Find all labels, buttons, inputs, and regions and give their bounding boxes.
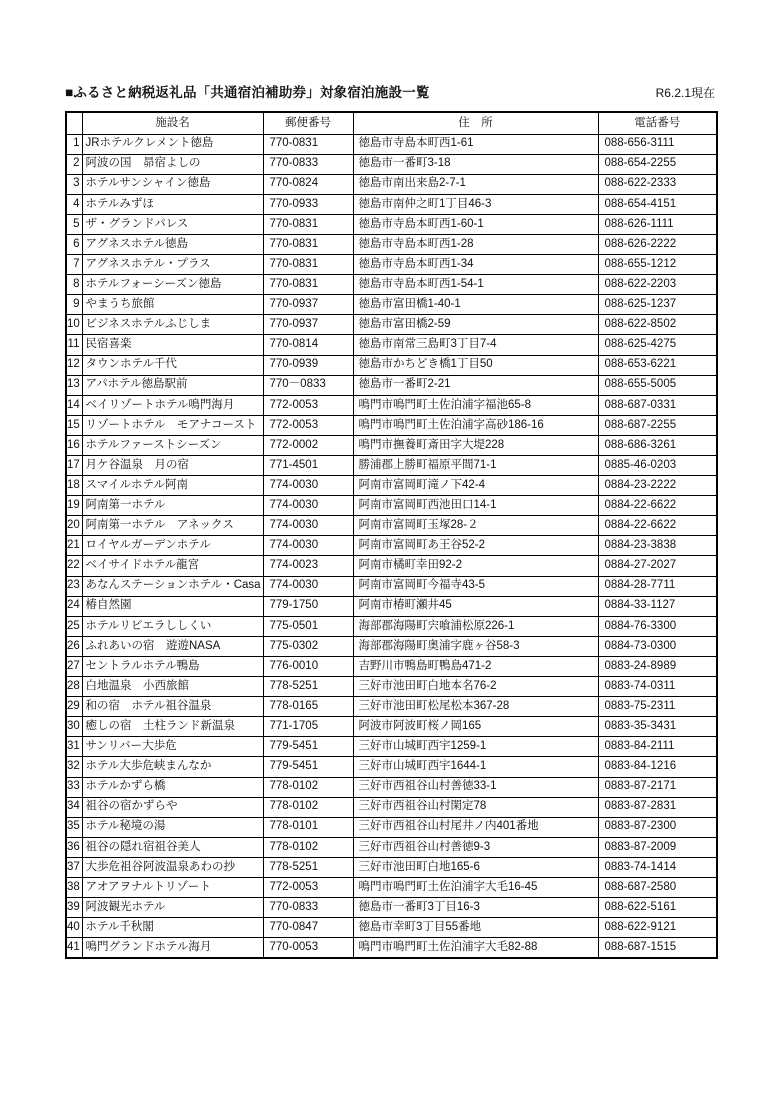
facility-table	[65, 111, 718, 959]
facility-name-header: 施設名	[82, 112, 263, 134]
address: 鳴門市鳴門町土佐泊浦字大毛16-45	[353, 877, 598, 897]
postal-code: 778-5251	[263, 677, 353, 697]
facility-name: 和の宿 ホテル祖谷温泉	[82, 697, 263, 717]
phone-number: 0883-84-1216	[598, 757, 717, 777]
row-number: 19	[66, 496, 82, 516]
facility-name: JRホテルクレメント徳島	[82, 134, 263, 154]
postal-code: 770-0833	[263, 898, 353, 918]
postal-code: 776-0010	[263, 656, 353, 676]
phone-number: 088-687-2255	[598, 415, 717, 435]
phone-number: 088-622-9121	[598, 918, 717, 938]
postal-code: 774-0030	[263, 476, 353, 496]
phone-number: 0883-75-2311	[598, 697, 717, 717]
phone-number: 088-687-1515	[598, 938, 717, 958]
table-row	[66, 435, 717, 455]
row-number: 32	[66, 757, 82, 777]
phone-number: 0883-84-2111	[598, 737, 717, 757]
facility-name: ホテルサンシャイン徳島	[82, 174, 263, 194]
phone-number: 0884-76-3300	[598, 616, 717, 636]
table-row	[66, 275, 717, 295]
postal-code: 778-0165	[263, 697, 353, 717]
facility-name: リゾートホテル モアナコースト	[82, 415, 263, 435]
facility-name: 椿自然園	[82, 596, 263, 616]
facility-table-body	[66, 134, 717, 958]
phone-number: 088-625-4275	[598, 335, 717, 355]
page-title: ■ふるさと納税返礼品「共通宿泊補助券」対象宿泊施設一覧	[65, 85, 430, 100]
facility-name: 鳴門グランドホテル海月	[82, 938, 263, 958]
postal-code: 779-5451	[263, 757, 353, 777]
postal-code: 771-4501	[263, 456, 353, 476]
phone-number: 0885-46-0203	[598, 456, 717, 476]
postal-code: 770-0831	[263, 134, 353, 154]
table-row	[66, 154, 717, 174]
postal-code: 778-0102	[263, 777, 353, 797]
phone-number: 088-622-2203	[598, 275, 717, 295]
row-number: 7	[66, 255, 82, 275]
phone-number: 088-655-5005	[598, 375, 717, 395]
postal-code: 770-0833	[263, 154, 353, 174]
address: 阿南市富岡町玉塚28-２	[353, 516, 598, 536]
row-number: 27	[66, 656, 82, 676]
address: 阿南市富岡町滝ノ下42-4	[353, 476, 598, 496]
row-number: 9	[66, 295, 82, 315]
address: 徳島市南常三島町3丁目7-4	[353, 335, 598, 355]
table-row	[66, 234, 717, 254]
row-number: 1	[66, 134, 82, 154]
facility-name: 大歩危祖谷阿波温泉あわの抄	[82, 857, 263, 877]
row-number: 20	[66, 516, 82, 536]
table-row	[66, 395, 717, 415]
address: 徳島市寺島本町西1-61	[353, 134, 598, 154]
table-row	[66, 877, 717, 897]
phone-number: 088-622-2333	[598, 174, 717, 194]
address-header: 住 所	[353, 112, 598, 134]
address: 吉野川市鴨島町鴨島471-2	[353, 656, 598, 676]
postal-code: 770-0831	[263, 234, 353, 254]
address: 阿南市富岡町西池田口14-1	[353, 496, 598, 516]
facility-name: ホテルみずほ	[82, 194, 263, 214]
header-row	[66, 112, 717, 134]
row-number: 15	[66, 415, 82, 435]
phone-number: 088-654-2255	[598, 154, 717, 174]
postal-code: 778-5251	[263, 857, 353, 877]
postal-code: 778-0102	[263, 797, 353, 817]
row-number: 36	[66, 837, 82, 857]
table-row	[66, 335, 717, 355]
postal-code: 770-0831	[263, 275, 353, 295]
table-row	[66, 496, 717, 516]
document-content	[65, 81, 716, 959]
table-row	[66, 214, 717, 234]
phone-number: 088-653-6221	[598, 355, 717, 375]
row-number: 3	[66, 174, 82, 194]
table-row	[66, 837, 717, 857]
table-row	[66, 737, 717, 757]
address: 徳島市寺島本町西1-60-1	[353, 214, 598, 234]
table-row	[66, 194, 717, 214]
facility-name: ふれあいの宿 遊遊NASA	[82, 636, 263, 656]
phone-number: 088-626-1111	[598, 214, 717, 234]
address: 三好市山城町西宇1644-1	[353, 757, 598, 777]
phone-number: 088-656-3111	[598, 134, 717, 154]
address: 鳴門市撫養町斎田字大堤228	[353, 435, 598, 455]
row-number: 30	[66, 717, 82, 737]
facility-name: ベイリゾートホテル鳴門海月	[82, 395, 263, 415]
facility-name: 月ケ谷温泉 月の宿	[82, 456, 263, 476]
address: 徳島市一番町3-18	[353, 154, 598, 174]
table-row	[66, 898, 717, 918]
address: 徳島市一番町3丁目16-3	[353, 898, 598, 918]
row-number: 6	[66, 234, 82, 254]
facility-name: スマイルホテル阿南	[82, 476, 263, 496]
postal-code: 770-0831	[263, 214, 353, 234]
postal-code: 778-0102	[263, 837, 353, 857]
row-number: 11	[66, 335, 82, 355]
facility-name: 癒しの宿 土柱ランド新温泉	[82, 717, 263, 737]
address: 鳴門市鳴門町土佐泊浦字福池65-8	[353, 395, 598, 415]
table-row	[66, 536, 717, 556]
row-number: 39	[66, 898, 82, 918]
address: 徳島市南仲之町1丁目46-3	[353, 194, 598, 214]
row-number: 4	[66, 194, 82, 214]
table-row	[66, 556, 717, 576]
facility-name: サンリバー大歩危	[82, 737, 263, 757]
address: 三好市西祖谷山村閑定78	[353, 797, 598, 817]
address: 徳島市南出来島2-7-1	[353, 174, 598, 194]
row-number: 41	[66, 938, 82, 958]
postal-code: 774-0030	[263, 576, 353, 596]
phone-number: 0884-33-1127	[598, 596, 717, 616]
address: 徳島市かちどき橋1丁目50	[353, 355, 598, 375]
row-number: 24	[66, 596, 82, 616]
table-row	[66, 777, 717, 797]
postal-code: 770-0824	[263, 174, 353, 194]
address: 徳島市寺島本町西1-54-1	[353, 275, 598, 295]
row-number: 23	[66, 576, 82, 596]
table-row	[66, 576, 717, 596]
phone-number: 088-625-1237	[598, 295, 717, 315]
row-number: 26	[66, 636, 82, 656]
table-row	[66, 375, 717, 395]
postal-code: 775-0501	[263, 616, 353, 636]
facility-name: アグネスホテル徳島	[82, 234, 263, 254]
table-row	[66, 255, 717, 275]
facility-name: アパホテル徳島駅前	[82, 375, 263, 395]
postal-code: 772-0053	[263, 395, 353, 415]
table-row	[66, 757, 717, 777]
postal-code: 774-0030	[263, 536, 353, 556]
phone-number: 0883-87-2009	[598, 837, 717, 857]
table-row	[66, 315, 717, 335]
table-row	[66, 516, 717, 536]
phone-number: 0883-87-2300	[598, 817, 717, 837]
facility-name: ホテル大歩危峡まんなか	[82, 757, 263, 777]
facility-name: ビジネスホテルふじしま	[82, 315, 263, 335]
phone-number: 0884-23-3838	[598, 536, 717, 556]
table-row	[66, 697, 717, 717]
table-row	[66, 656, 717, 676]
phone-number: 088-655-1212	[598, 255, 717, 275]
address: 阿南市富岡町あ王谷52-2	[353, 536, 598, 556]
facility-name: 祖谷の宿かずらや	[82, 797, 263, 817]
facility-name: 阿南第一ホテル アネックス	[82, 516, 263, 536]
postal-code: 772-0002	[263, 435, 353, 455]
address: 阿南市富岡町今福寺43-5	[353, 576, 598, 596]
phone-number: 088-687-2580	[598, 877, 717, 897]
phone-number: 0883-24-8989	[598, 656, 717, 676]
row-number: 2	[66, 154, 82, 174]
postal-code: 770-0937	[263, 315, 353, 335]
phone-number: 0883-74-0311	[598, 677, 717, 697]
address: 海部郡海陽町奥浦字鹿ヶ谷58-3	[353, 636, 598, 656]
postal-code: 774-0030	[263, 516, 353, 536]
table-row	[66, 717, 717, 737]
phone-number: 0883-74-1414	[598, 857, 717, 877]
table-row	[66, 174, 717, 194]
address: 三好市山城町西宇1259-1	[353, 737, 598, 757]
address: 鳴門市鳴門町土佐泊浦字高砂186-16	[353, 415, 598, 435]
row-number: 14	[66, 395, 82, 415]
address: 徳島市一番町2-21	[353, 375, 598, 395]
postal-code: 774-0030	[263, 496, 353, 516]
postal-code: 779-1750	[263, 596, 353, 616]
row-number: 18	[66, 476, 82, 496]
postal-code: 770-0831	[263, 255, 353, 275]
postal-code: 772-0053	[263, 415, 353, 435]
facility-name: ベイサイドホテル龍宮	[82, 556, 263, 576]
facility-name: ホテルかずら橋	[82, 777, 263, 797]
table-row	[66, 415, 717, 435]
phone-number: 088-622-5161	[598, 898, 717, 918]
postal-code: 770-0933	[263, 194, 353, 214]
facility-name: ホテルファーストシーズン	[82, 435, 263, 455]
postal-code: 770-0053	[263, 938, 353, 958]
phone-number: 088-626-2222	[598, 234, 717, 254]
facility-name: 白地温泉 小西旅館	[82, 677, 263, 697]
postal-code: 779-5451	[263, 737, 353, 757]
address: 三好市池田町白地本名76-2	[353, 677, 598, 697]
address: 三好市西祖谷山村善徳9-3	[353, 837, 598, 857]
table-row	[66, 616, 717, 636]
postal-code: 770-0939	[263, 355, 353, 375]
facility-name: 阿波観光ホテル	[82, 898, 263, 918]
facility-name: ザ・グランドパレス	[82, 214, 263, 234]
row-number: 5	[66, 214, 82, 234]
phone-number: 0884-22-6622	[598, 496, 717, 516]
phone-number: 0883-87-2831	[598, 797, 717, 817]
row-number: 10	[66, 315, 82, 335]
row-number: 29	[66, 697, 82, 717]
postal-code: 770-0814	[263, 335, 353, 355]
row-number: 13	[66, 375, 82, 395]
table-row	[66, 938, 717, 958]
phone-number: 0884-73-0300	[598, 636, 717, 656]
facility-name: ロイヤルガーデンホテル	[82, 536, 263, 556]
phone-number: 088-686-3261	[598, 435, 717, 455]
phone-number: 088-622-8502	[598, 315, 717, 335]
postal-code: 778-0101	[263, 817, 353, 837]
row-number: 28	[66, 677, 82, 697]
postal-code: 771-1705	[263, 717, 353, 737]
phone-number: 0884-27-2027	[598, 556, 717, 576]
phone-number: 088-654-4151	[598, 194, 717, 214]
address: 徳島市富田橋2-59	[353, 315, 598, 335]
table-row	[66, 456, 717, 476]
address: 勝浦郡上勝町福原平間71-1	[353, 456, 598, 476]
table-row	[66, 636, 717, 656]
postal-code: 772-0053	[263, 877, 353, 897]
table-row	[66, 817, 717, 837]
address: 徳島市寺島本町西1-34	[353, 255, 598, 275]
row-number: 12	[66, 355, 82, 375]
facility-name: ホテルリビエラししくい	[82, 616, 263, 636]
row-number: 38	[66, 877, 82, 897]
phone-number: 0884-28-7711	[598, 576, 717, 596]
phone-number: 0884-23-2222	[598, 476, 717, 496]
row-number: 25	[66, 616, 82, 636]
phone-number-header: 電話番号	[598, 112, 717, 134]
address: 阿波市阿波町桜ノ岡165	[353, 717, 598, 737]
row-number: 35	[66, 817, 82, 837]
address: 阿南市椿町瀬井45	[353, 596, 598, 616]
postal-code: 774-0023	[263, 556, 353, 576]
address: 鳴門市鳴門町土佐泊浦字大毛82-88	[353, 938, 598, 958]
postal-code: 770-0937	[263, 295, 353, 315]
facility-table-header	[66, 112, 717, 134]
phone-number: 0883-87-2171	[598, 777, 717, 797]
address: 三好市西祖谷山村尾井ノ内401番地	[353, 817, 598, 837]
row-number: 17	[66, 456, 82, 476]
table-row	[66, 596, 717, 616]
phone-number: 0883-35-3431	[598, 717, 717, 737]
address: 徳島市富田橋1-40-1	[353, 295, 598, 315]
postal-code-header: 郵便番号	[263, 112, 353, 134]
row-number: 31	[66, 737, 82, 757]
facility-name: 民宿喜楽	[82, 335, 263, 355]
table-row	[66, 797, 717, 817]
postal-code: 770-0847	[263, 918, 353, 938]
row-number-header	[66, 112, 82, 134]
table-row	[66, 355, 717, 375]
facility-name: ホテルフォーシーズン徳島	[82, 275, 263, 295]
facility-name: あなんステーションホテル・Casa	[82, 576, 263, 596]
address: 阿南市橘町幸田92-2	[353, 556, 598, 576]
row-number: 34	[66, 797, 82, 817]
row-number: 33	[66, 777, 82, 797]
address: 三好市西祖谷山村善徳33-1	[353, 777, 598, 797]
row-number: 37	[66, 857, 82, 877]
address: 徳島市幸町3丁目55番地	[353, 918, 598, 938]
facility-name: セントラルホテル鴨島	[82, 656, 263, 676]
facility-name: ホテル千秋閣	[82, 918, 263, 938]
row-number: 21	[66, 536, 82, 556]
facility-name: ホテル秘境の湯	[82, 817, 263, 837]
row-number: 22	[66, 556, 82, 576]
address: 海部郡海陽町宍喰浦松原226-1	[353, 616, 598, 636]
address: 三好市池田町松尾松本367-28	[353, 697, 598, 717]
phone-number: 088-687-0331	[598, 395, 717, 415]
table-row	[66, 295, 717, 315]
facility-name: 祖谷の隠れ宿祖谷美人	[82, 837, 263, 857]
address: 徳島市寺島本町西1-28	[353, 234, 598, 254]
address: 三好市池田町白地165-6	[353, 857, 598, 877]
table-row	[66, 476, 717, 496]
phone-number: 0884-22-6622	[598, 516, 717, 536]
postal-code: 775-0302	[263, 636, 353, 656]
facility-name: 阿南第一ホテル	[82, 496, 263, 516]
postal-code: 770－0833	[263, 375, 353, 395]
facility-name: やまうち旅館	[82, 295, 263, 315]
row-number: 8	[66, 275, 82, 295]
table-row	[66, 134, 717, 154]
facility-name: アオアヲナルトリゾート	[82, 877, 263, 897]
row-number: 16	[66, 435, 82, 455]
as-of-date-label: R6.2.1現在	[655, 86, 715, 100]
facility-name: アグネスホテル・プラス	[82, 255, 263, 275]
facility-name: タウンホテル千代	[82, 355, 263, 375]
row-number: 40	[66, 918, 82, 938]
table-row	[66, 918, 717, 938]
facility-name: 阿波の国 昴宿よしの	[82, 154, 263, 174]
table-row	[66, 857, 717, 877]
table-row	[66, 677, 717, 697]
title-bar	[65, 81, 716, 101]
